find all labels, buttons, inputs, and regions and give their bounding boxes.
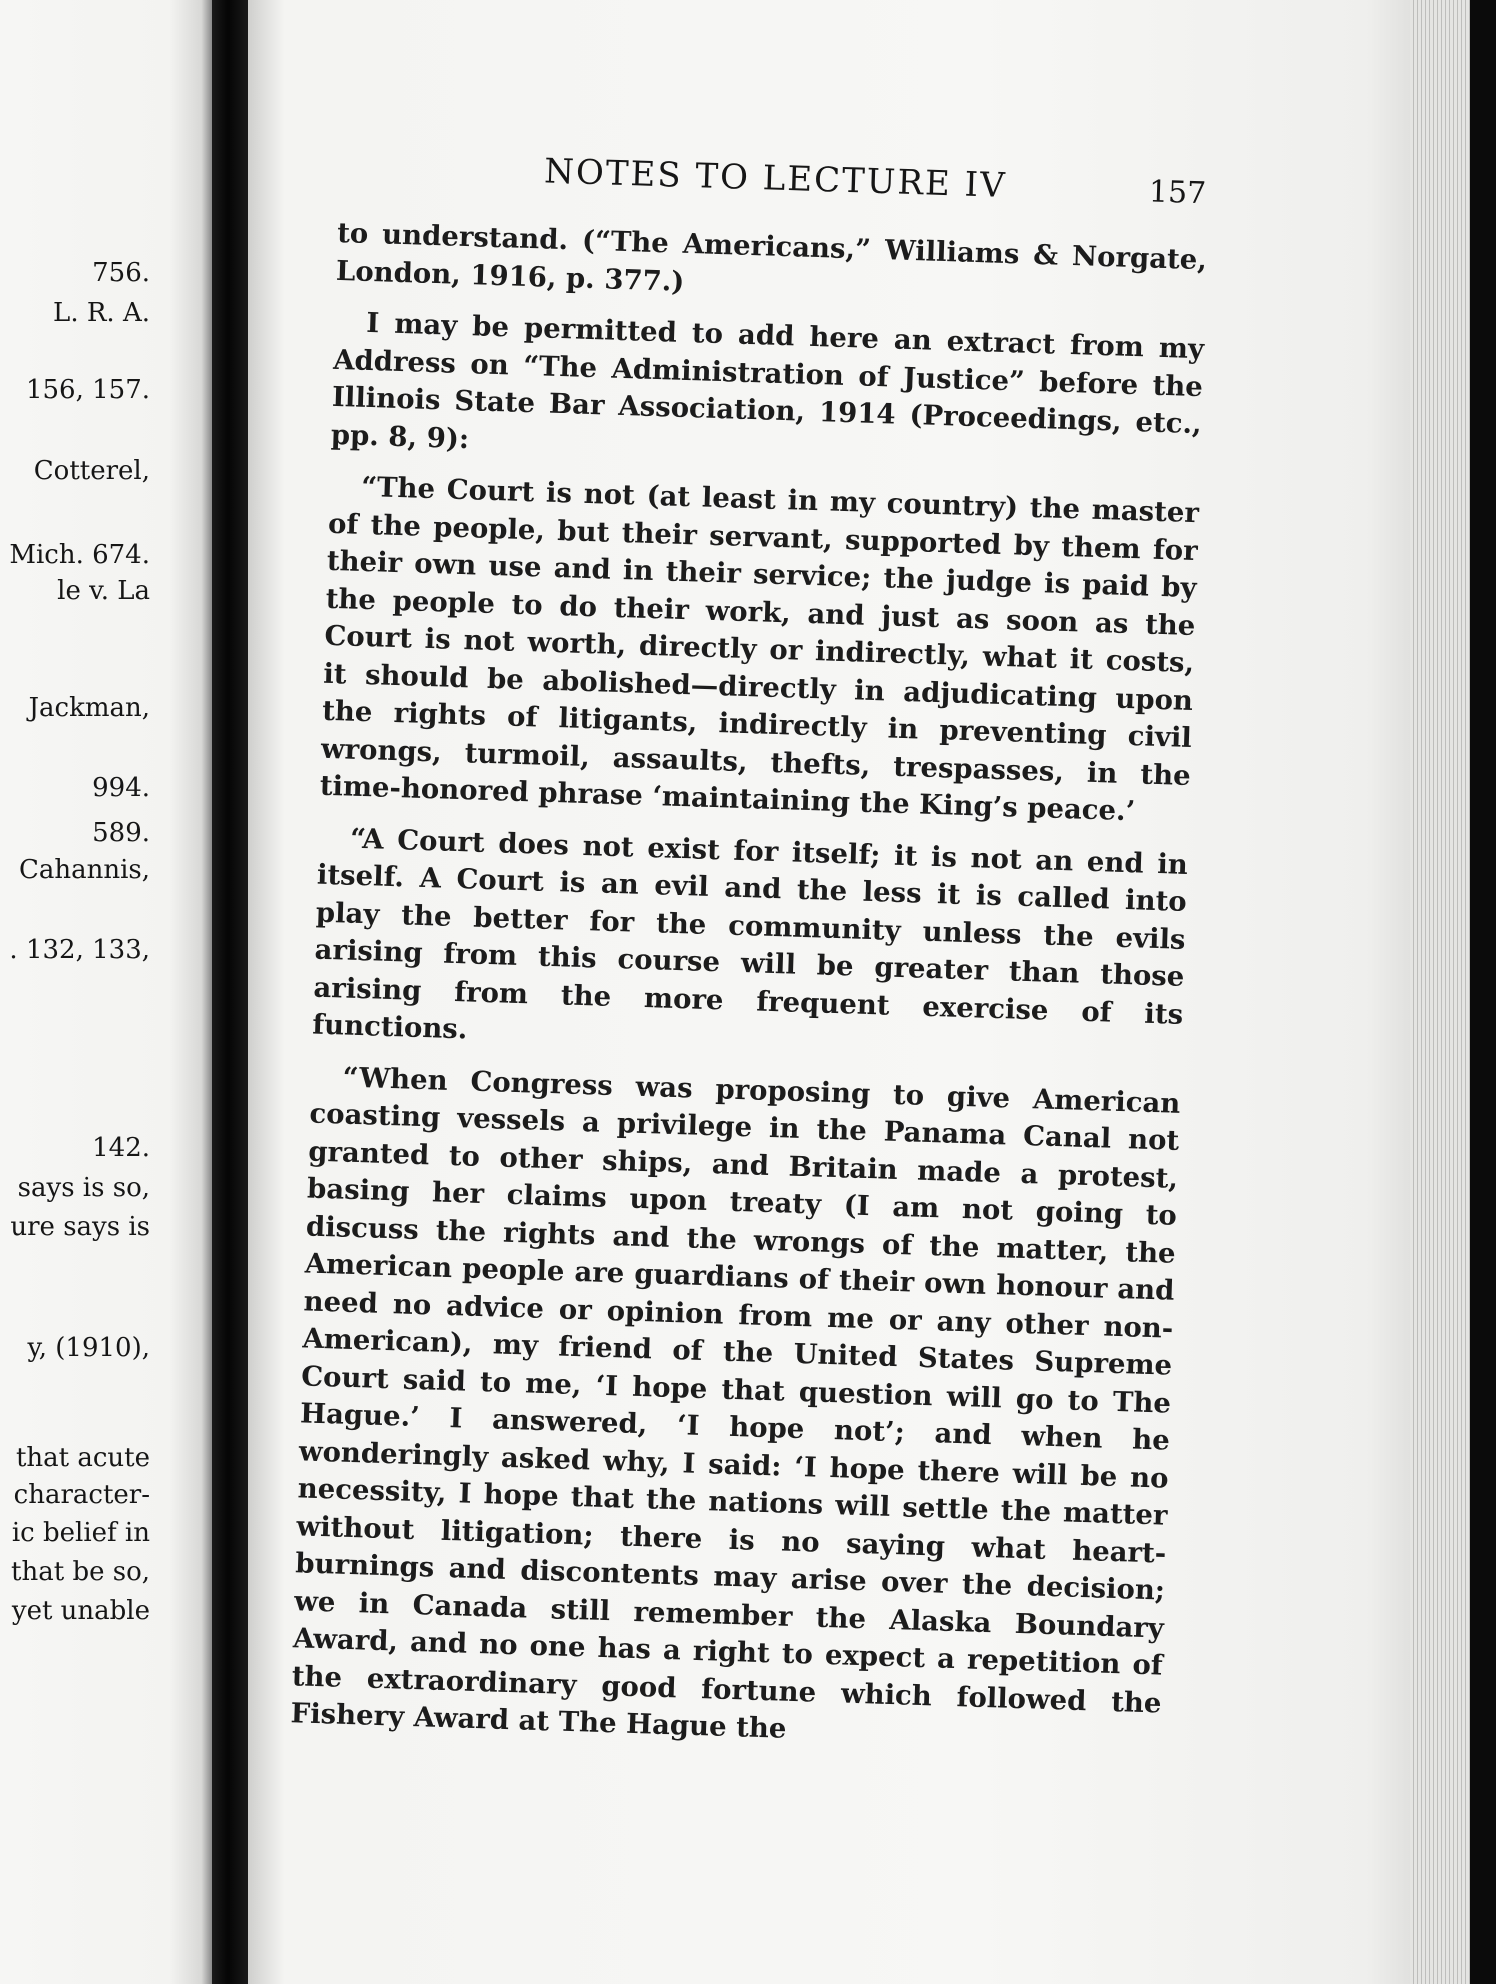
paragraph: “The Court is not (at least in my country) the master of the people, but their servant, supported by them for their own use and in their service; the judge is paid by the people to do their work, and just as soon as the Court is not worth, directly or indirectly, what it costs, it should be abolished—directly in adjudicating upon the rights of litigants, indirectly in preventing civil wrongs, turmoil, assaults, thefts, trespasses, in the time-honored phrase ‘maintaining the King’s peace.’ bbox=[319, 470, 1200, 828]
left-fragment: Cotterel, bbox=[33, 456, 150, 486]
left-page bbox=[0, 0, 212, 1984]
left-fragment: character- bbox=[13, 1480, 150, 1510]
paragraph: “A Court does not exist for itself; it is not an end in itself. A Court is an evil and the less it is called into play the better for the community unless the evils arising from this course will be greater than those arising from the more frequent exercise of its functions. bbox=[311, 822, 1189, 1046]
left-fragment: le v. La bbox=[57, 576, 150, 606]
left-fragment: ic belief in bbox=[11, 1518, 150, 1548]
left-fragment: Cahannis, bbox=[18, 855, 150, 885]
left-fragment: Jackman, bbox=[28, 693, 150, 723]
left-fragment: that acute bbox=[15, 1443, 150, 1473]
scan-border bbox=[1470, 0, 1496, 1984]
left-fragment: L. R. A. bbox=[53, 298, 150, 328]
left-fragment: says is so, bbox=[17, 1173, 150, 1203]
left-fragment: yet unable bbox=[11, 1596, 150, 1626]
paragraph: I may be permitted to add here an extract from my Address on “The Administration of Justice” before the Illinois State Bar Association, 1914 (Proceedings, etc., pp. 8, 9): bbox=[330, 306, 1205, 455]
running-head-title: NOTES TO LECTURE IV bbox=[543, 151, 1008, 206]
paragraph: “When Congress was proposing to give American coasting vessels a privilege in the Panama Canal not granted to other ships, and Britain made a protest, basing her claims upon treaty (I am not going to discuss the rights and the wrongs of the matter, the American people are guardians of their own honour and need no advice or opinion from me or any other non-American), my friend of the United States Supreme Court said to me, ‘I hope that question will go to The Hague.’ I answered, ‘I hope not’; and when he wonderingly asked why, I said: ‘I hope there will be no necessity, I hope that the nations will settle the matter without litigation; there is no saying what heart-burnings and discontents may arise over the decision; we in Canada still remember the Alaska Boundary Award, and no one has a right to expect a repetition of the extraordinary good fortune which followed the Fishery Award at The Hague the bbox=[290, 1061, 1181, 1745]
paragraph: to understand. (“The Americans,” Williams & Norgate, London, 1916, p. 377.) bbox=[335, 216, 1208, 298]
left-fragment: y, (1910), bbox=[27, 1333, 150, 1363]
left-fragment: . 132, 133, bbox=[9, 935, 150, 965]
left-fragment: 142. bbox=[92, 1133, 150, 1163]
left-fragment: 994. bbox=[92, 773, 150, 803]
left-fragment: 589. bbox=[92, 818, 150, 848]
left-fragment: that be so, bbox=[11, 1557, 150, 1587]
left-fragment: ure says is bbox=[10, 1212, 150, 1242]
book-gutter bbox=[212, 0, 252, 1984]
page-text-block bbox=[290, 145, 1210, 1774]
page-number: 157 bbox=[1148, 174, 1207, 212]
left-fragment: 756. bbox=[92, 258, 150, 288]
page-edges bbox=[1410, 0, 1470, 1984]
left-fragment: 156, 157. bbox=[25, 375, 150, 405]
left-fragment: Mich. 674. bbox=[9, 540, 150, 570]
